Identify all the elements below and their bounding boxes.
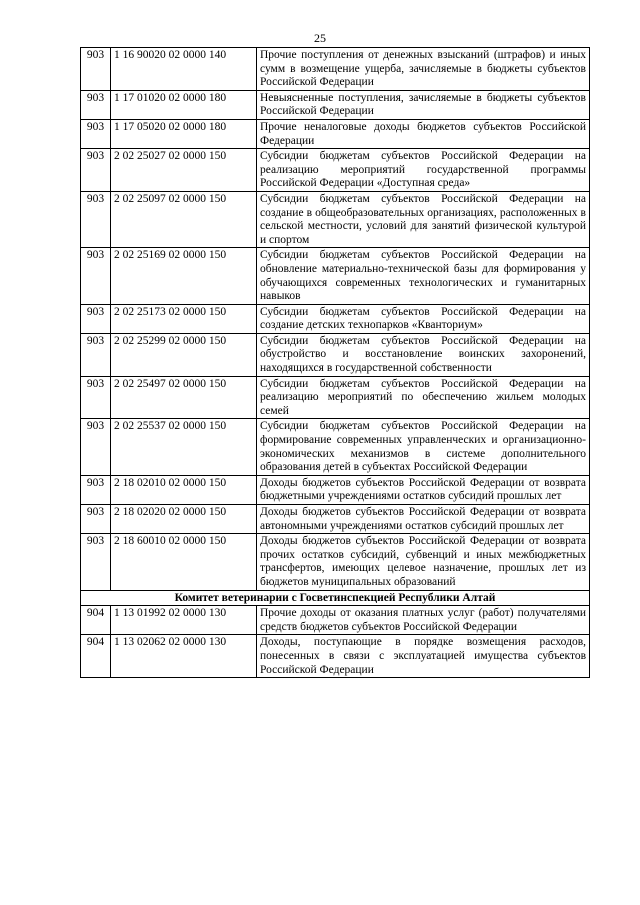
table-row [81, 635, 590, 678]
table-row [81, 119, 590, 148]
budget-code-cell: 2 02 25169 02 0000 150 [111, 248, 257, 304]
budget-code-cell: 1 17 05020 02 0000 180 [111, 119, 257, 148]
admin-code-cell: 903 [81, 119, 111, 148]
description-cell: Прочие неналоговые доходы бюджетов субъектов Российской Федерации [257, 119, 590, 148]
table-row [81, 505, 590, 534]
budget-code-cell: 2 02 25299 02 0000 150 [111, 333, 257, 376]
admin-code-cell: 903 [81, 333, 111, 376]
description-cell: Субсидии бюджетам субъектов Российской Федерации на создание детских технопарков «Кванториум» [257, 304, 590, 333]
table-row [81, 90, 590, 119]
table-row [81, 248, 590, 304]
description-cell: Субсидии бюджетам субъектов Российской Федерации на формирование современных управленческих и организационно-экономических механизмов в системе дополнительного образования детей в субъектах Российской Федерации [257, 419, 590, 475]
description-cell: Доходы бюджетов субъектов Российской Федерации от возврата бюджетными учреждениями остатков субсидий прошлых лет [257, 475, 590, 504]
description-cell: Субсидии бюджетам субъектов Российской Федерации на реализацию мероприятий по обеспечению жильем молодых семей [257, 376, 590, 419]
table-row [81, 149, 590, 192]
budget-code-cell: 2 02 25497 02 0000 150 [111, 376, 257, 419]
description-cell: Прочие поступления от денежных взысканий (штрафов) и иных сумм в возмещение ущерба, зачисляемые в бюджеты субъектов Российской Федерации [257, 48, 590, 91]
table-row [81, 376, 590, 419]
table-row [81, 304, 590, 333]
description-cell: Субсидии бюджетам субъектов Российской Федерации на обновление материально-технической базы для формирования у обучающихся современных технологических и гуманитарных навыков [257, 248, 590, 304]
admin-code-cell: 903 [81, 505, 111, 534]
table-row [81, 534, 590, 590]
page-number: 25 [314, 31, 326, 45]
admin-code-cell: 903 [81, 149, 111, 192]
admin-code-cell: 903 [81, 90, 111, 119]
table-row [81, 191, 590, 247]
admin-code-cell: 903 [81, 191, 111, 247]
budget-code-cell: 2 18 60010 02 0000 150 [111, 534, 257, 590]
table-row [81, 475, 590, 504]
description-cell: Субсидии бюджетам субъектов Российской Федерации на создание в общеобразовательных организациях, расположенных в сельской местности, условий для занятий физической культурой и спортом [257, 191, 590, 247]
admin-code-cell: 903 [81, 534, 111, 590]
table-row [81, 48, 590, 91]
budget-code-cell: 1 16 90020 02 0000 140 [111, 48, 257, 91]
description-cell: Доходы бюджетов субъектов Российской Федерации от возврата прочих остатков субсидий, субвенций и иных межбюджетных трансфертов, имеющих целевое назначение, прошлых лет из бюджетов муниципальных образований [257, 534, 590, 590]
admin-code-cell: 903 [81, 304, 111, 333]
table-body [81, 48, 590, 678]
admin-code-cell: 903 [81, 419, 111, 475]
budget-code-cell: 2 02 25097 02 0000 150 [111, 191, 257, 247]
table-row [81, 333, 590, 376]
description-cell: Доходы бюджетов субъектов Российской Федерации от возврата автономными учреждениями остатков субсидий прошлых лет [257, 505, 590, 534]
budget-code-cell: 2 18 02020 02 0000 150 [111, 505, 257, 534]
table-row [81, 419, 590, 475]
budget-code-cell: 1 13 01992 02 0000 130 [111, 606, 257, 635]
description-cell: Субсидии бюджетам субъектов Российской Федерации на обустройство и восстановление воинских захоронений, находящихся в государственной собственности [257, 333, 590, 376]
section-title: Комитет ветеринарии с Госветинспекцией Республики Алтай [81, 590, 590, 606]
budget-code-cell: 2 02 25173 02 0000 150 [111, 304, 257, 333]
budget-code-cell: 2 18 02010 02 0000 150 [111, 475, 257, 504]
admin-code-cell: 903 [81, 248, 111, 304]
budget-code-cell: 1 17 01020 02 0000 180 [111, 90, 257, 119]
description-cell: Субсидии бюджетам субъектов Российской Федерации на реализацию мероприятий государственной программы Российской Федерации «Доступная среда» [257, 149, 590, 192]
table-row [81, 606, 590, 635]
admin-code-cell: 903 [81, 376, 111, 419]
revenue-codes-table [80, 47, 590, 678]
admin-code-cell: 904 [81, 635, 111, 678]
section-header-row [81, 590, 590, 606]
description-cell: Прочие доходы от оказания платных услуг (работ) получателями средств бюджетов субъектов Российской Федерации [257, 606, 590, 635]
budget-code-cell: 2 02 25027 02 0000 150 [111, 149, 257, 192]
budget-code-cell: 1 13 02062 02 0000 130 [111, 635, 257, 678]
description-cell: Доходы, поступающие в порядке возмещения расходов, понесенных в связи с эксплуатацией имущества субъектов Российской Федерации [257, 635, 590, 678]
admin-code-cell: 903 [81, 475, 111, 504]
description-cell: Невыясненные поступления, зачисляемые в бюджеты субъектов Российской Федерации [257, 90, 590, 119]
admin-code-cell: 904 [81, 606, 111, 635]
admin-code-cell: 903 [81, 48, 111, 91]
budget-code-cell: 2 02 25537 02 0000 150 [111, 419, 257, 475]
